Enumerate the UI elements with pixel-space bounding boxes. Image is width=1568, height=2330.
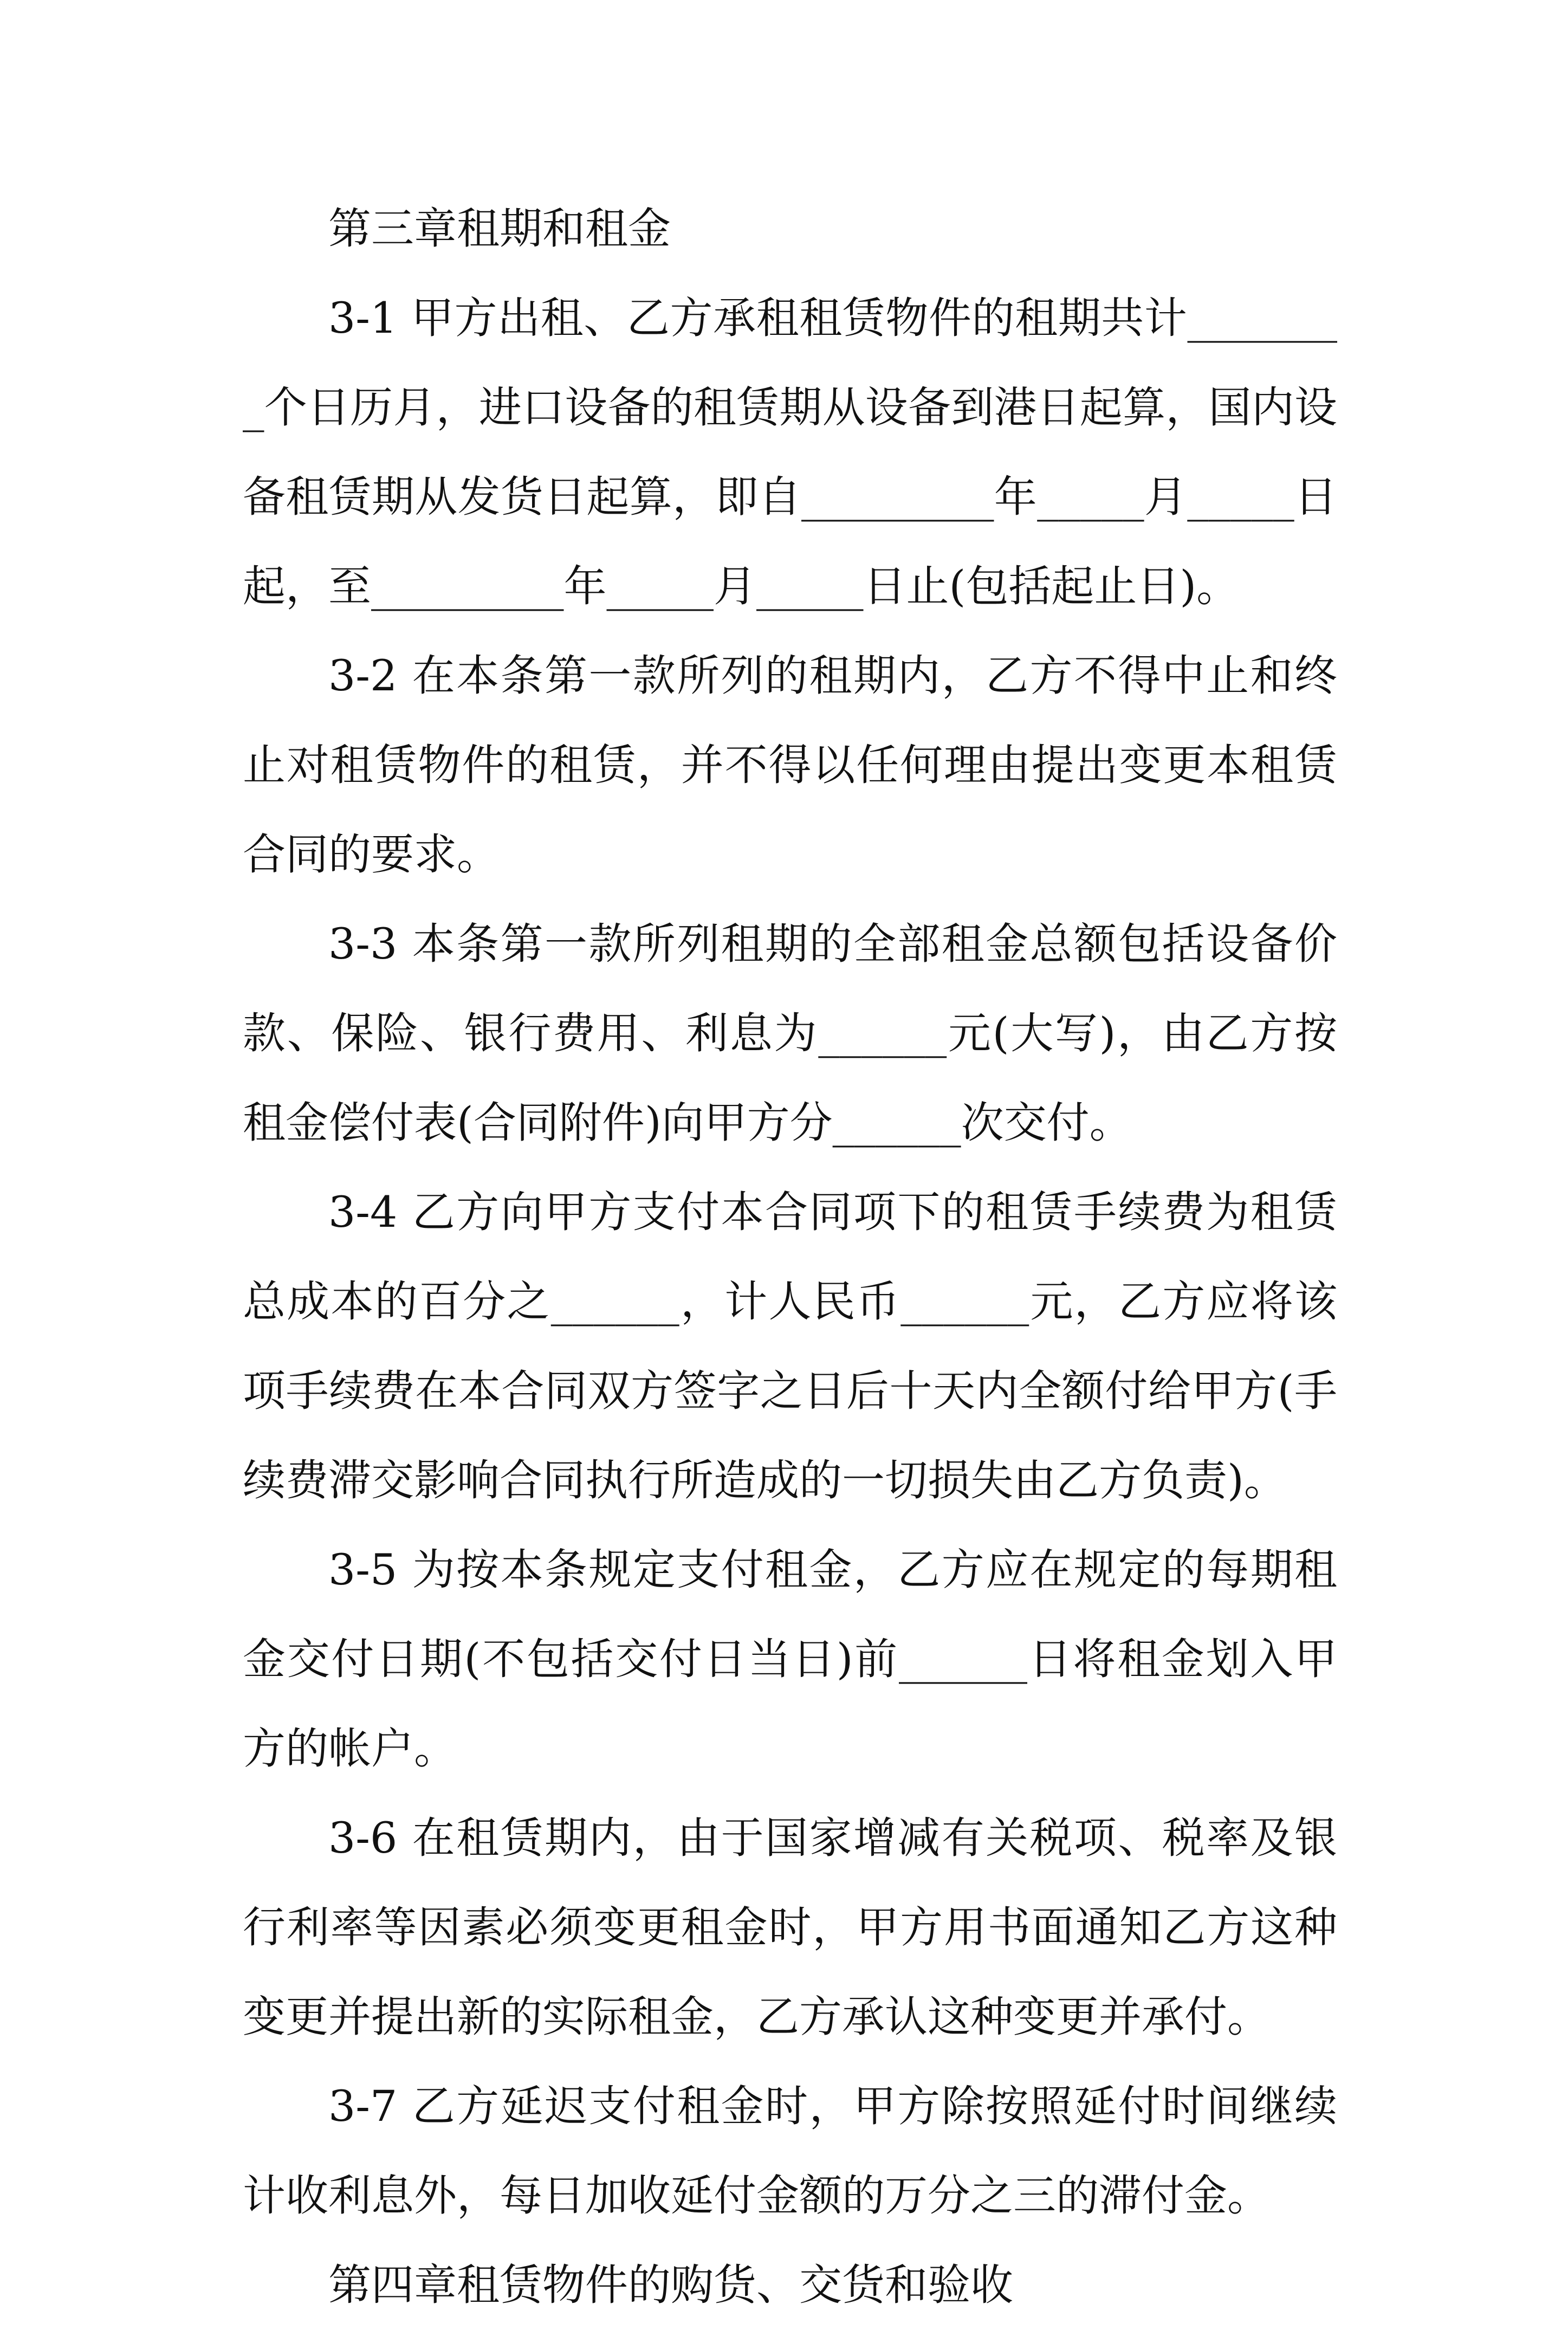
document-page xyxy=(243,184,1337,2330)
clause-3-1: 3-1 甲方出租、乙方承租租赁物件的租期共计________个日历月，进口设备的租赁期从设备到港日起算，国内设备租赁期从发货日起算，即自_________年_____月_____日起，至_________年_____月_____日止(包括起止日)。 xyxy=(243,293,1337,611)
clause-3-2: 3-2 在本条第一款所列的租期内，乙方不得中止和终止对租赁物件的租赁，并不得以任何理由提出变更本租赁合同的要求。 xyxy=(243,651,1337,879)
clause-3-6: 3-6 在租赁期内，由于国家增减有关税项、税率及银行利率等因素必须变更租金时，甲方用书面通知乙方这种变更并提出新的实际租金，乙方承认这种变更并承付。 xyxy=(243,1813,1337,2042)
chapter-4-heading: 第四章租赁物件的购货、交货和验收 xyxy=(328,2260,1013,2310)
clause-3-7: 3-7 乙方延迟支付租金时，甲方除按照延付时间继续计收利息外，每日加收延付金额的万分之三的滞付金。 xyxy=(243,2081,1337,2221)
clause-3-4: 3-4 乙方向甲方支付本合同项下的租赁手续费为租赁总成本的百分之______，计人民币______元，乙方应将该项手续费在本合同双方签字之日后十天内全额付给甲方(手续费滞交影响合同执行所造成的一切损失由乙方负责)。 xyxy=(243,1187,1337,1505)
clause-3-3: 3-3 本条第一款所列租期的全部租金总额包括设备价款、保险、银行费用、利息为______元(大写)，由乙方按租金偿付表(合同附件)向甲方分______次交付。 xyxy=(243,919,1337,1148)
chapter-3-heading: 第三章租期和租金 xyxy=(328,204,671,254)
clause-3-5: 3-5 为按本条规定支付租金，乙方应在规定的每期租金交付日期(不包括交付日当日)前______日将租金划入甲方的帐户。 xyxy=(243,1545,1337,1774)
